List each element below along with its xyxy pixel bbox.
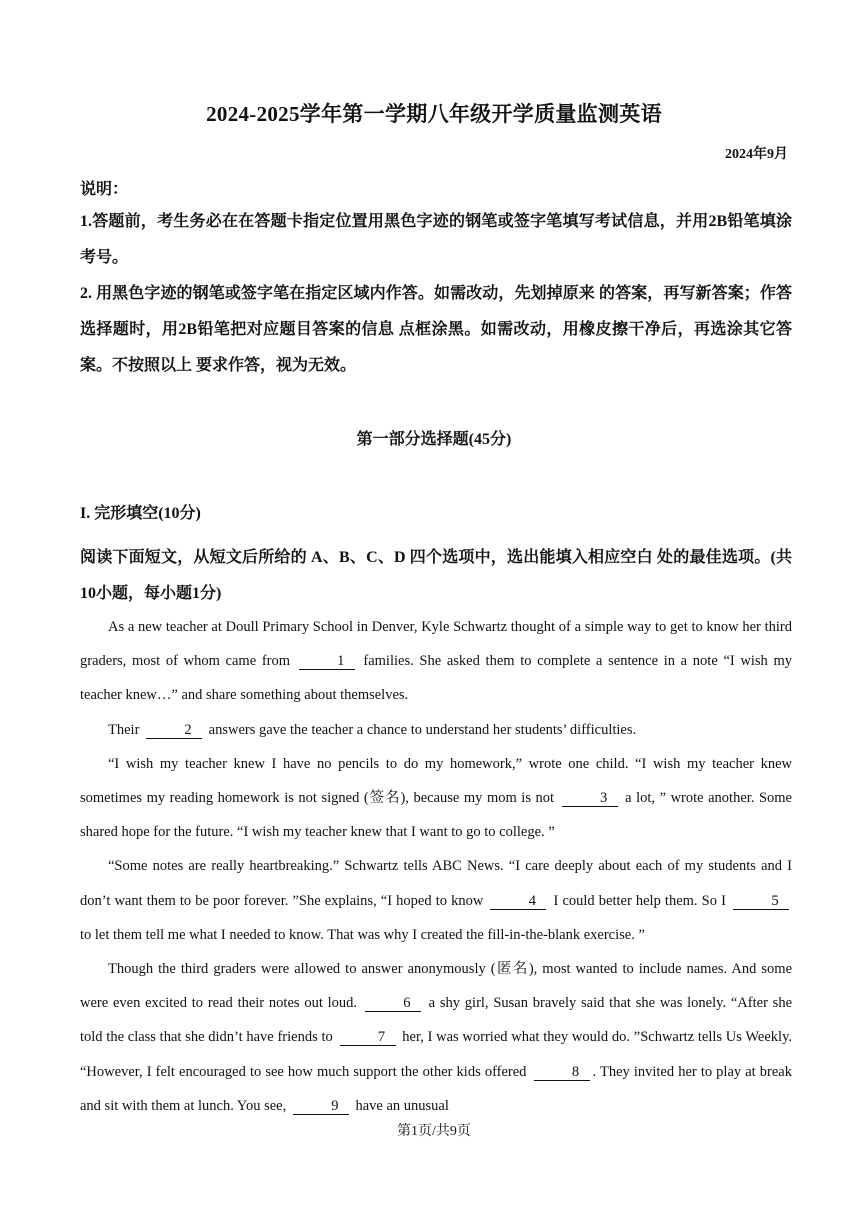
part-title: I. 完形填空(10分) [80, 505, 201, 522]
note-1: 1.答题前，考生务必在在答题卡指定位置用黑色字迹的钢笔或签字笔填写考试信息，并用2B铅笔填涂考号。 [80, 213, 792, 266]
blank-5: 5 [733, 893, 789, 910]
paragraph-text: her, I was worried what they would do. ”Schwartz tells Us Weekly. “However, I felt encouraged to see how much support the other kids offered [80, 1029, 793, 1080]
paragraph-text: to let them tell me what I needed to know. That was why I created the fill-in-the-blank exercise. ” [80, 926, 645, 943]
paragraph-1 [80, 610, 792, 713]
paragraph-text: “Some notes are really heartbreaking.” Schwartz tells ABC News. “I care deeply about each of my students and I don’t want them to be poor forever. ”She explains, “I hoped to know [80, 858, 792, 909]
page-number: 第1页/共9页 [397, 1124, 471, 1139]
blank-8: 8 [534, 1064, 590, 1081]
blank-1: 1 [299, 653, 355, 670]
instructions: 阅读下面短文，从短文后所给的 A、B、C、D 四个选项中，选出能填入相应空白 处的最佳选项。(共10小题，每小题1分) [80, 549, 792, 602]
paragraph-text: Their [108, 721, 140, 738]
paragraph-text: I could better help them. So I [553, 892, 726, 909]
paragraph-text: “I wish my teacher knew I have no pencils to do my homework,” wrote one child. “I wish my teacher knew sometimes my reading homework is not signed (签名), because my mom is not [80, 755, 792, 807]
blank-7: 7 [340, 1029, 396, 1046]
notes-heading: 说明： [80, 181, 129, 198]
paragraph-text: have an unusual [355, 1097, 449, 1114]
blank-9: 9 [293, 1098, 349, 1115]
paragraph-text: families. She asked them to complete a sentence in a note “I wish my teacher knew…” and share something about themselves. [80, 653, 792, 704]
blank-6: 6 [365, 995, 421, 1012]
paragraph-4 [80, 849, 792, 952]
note-2: 2. 用黑色字迹的钢笔或签字笔在指定区域内作答。如需改动，先划掉原来 的答案，再写新答案；作答选择题时，用2B铅笔把对应题目答案的信息 点框涂黑。如需改动，用橡皮擦干净后，再选涂其它答案。不按照以上 要求作答，视为无效。 [80, 285, 792, 374]
cloze-passage [80, 610, 792, 1123]
section-title: 第一部分选择题(45分) [356, 431, 512, 448]
paragraph-2 [80, 713, 792, 747]
exam-title: 2024-2025学年第一学期八年级开学质量监测英语 [206, 102, 662, 126]
paragraph-text: Though the third graders were allowed to answer anonymously (匿名), most wanted to include names. And some were even excited to read their notes out loud. [80, 961, 792, 1012]
paragraph-text: a lot, ” wrote another. Some shared hope for the future. “I wish my teacher knew that I want to go to college. ” [80, 790, 792, 841]
paragraph-5 [80, 952, 792, 1123]
paragraph-text: As a new teacher at Doull Primary School in Denver, Kyle Schwartz thought of a simple way to get to know her third graders, most of whom came from [80, 619, 792, 670]
paragraph-text: answers gave the teacher a chance to understand her students’ difficulties. [208, 721, 637, 738]
paragraph-3 [80, 747, 792, 850]
blank-3: 3 [562, 790, 618, 807]
exam-date: 2024年9月 [725, 147, 788, 162]
paragraph-text: . They invited her to play at break and sit with them at lunch. You see, [80, 1063, 792, 1114]
paragraph-text: a shy girl, Susan bravely said that she was lonely. “After she told the class that she didn’t have friends to [80, 995, 793, 1046]
blank-4: 4 [490, 893, 546, 910]
blank-2: 2 [146, 722, 202, 739]
